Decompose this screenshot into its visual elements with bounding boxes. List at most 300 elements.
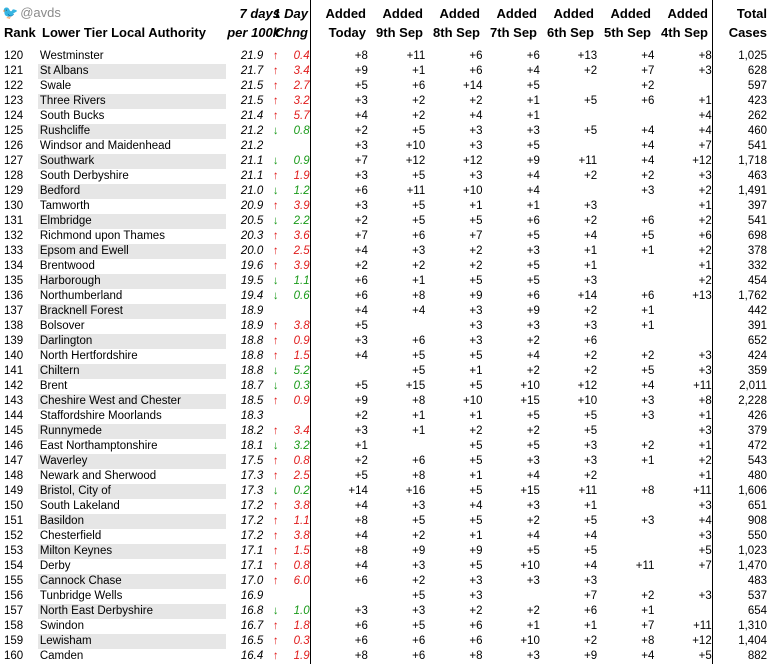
up-arrow-icon: ↑ [272,530,279,542]
authority-name-cell: Staffordshire Moorlands [39,410,162,422]
change-cell: 3.2 [293,440,310,452]
rate-cell: 17.3 [240,470,264,482]
header-added-5: 5th Sep [604,25,651,40]
added-4sep-cell: +1 [698,260,712,272]
added-4sep-cell: +2 [698,455,712,467]
added-9sep-cell: +6 [412,455,426,467]
change-arrow-icon [267,409,284,424]
added-9sep-cell: +5 [412,200,426,212]
added-6sep-cell: +11 [578,485,598,497]
change-cell: 0.8 [293,455,310,467]
added-4sep-cell [657,574,714,589]
added-5sep-cell: +1 [641,455,655,467]
rank-cell: 159 [4,635,24,647]
added-today-cell: +3 [354,425,368,437]
change-cell: 2.7 [293,80,310,92]
total-cases-cell: 654 [747,605,767,617]
table-row [0,199,771,214]
up-arrow-icon: ↑ [272,245,279,257]
total-cases-cell: 359 [747,365,767,377]
authority-name-cell: Northumberland [39,290,123,302]
added-9sep-cell: +6 [412,635,426,647]
authority-name-cell: Runnymede [38,424,226,439]
table-row [0,244,771,259]
added-5sep-cell [600,109,657,124]
header-total-top: Total [736,6,767,21]
rate-cell: 18.3 [240,410,264,422]
total-cases-cell: 1,310 [738,620,767,632]
change-arrow-icon [267,139,284,154]
table-row [0,409,771,424]
rate-cell: 17.0 [240,575,264,587]
up-arrow-icon: ↑ [272,230,279,242]
added-6sep-cell: +1 [584,260,598,272]
added-today-cell: +4 [354,500,368,512]
change-cell: 3.8 [293,320,310,332]
table-row [0,229,771,244]
added-8sep-cell: +2 [469,425,483,437]
change-cell: 6.0 [293,575,310,587]
rate-cell: 19.4 [240,290,264,302]
added-8sep-cell: +14 [463,80,483,92]
rank-cell: 134 [4,260,24,272]
up-arrow-icon: ↑ [272,335,279,347]
added-4sep-cell: +11 [693,485,712,497]
added-9sep-cell: +5 [412,215,426,227]
added-today-cell: +3 [354,200,368,212]
header-added-8: 8th Sep [433,25,480,40]
total-cases-cell: 541 [747,215,767,227]
added-5sep-cell: +5 [641,365,655,377]
authority-name-cell: Chesterfield [39,530,102,542]
rank-cell: 135 [4,275,24,287]
added-7sep-cell: +4 [526,530,540,542]
added-4sep-cell: +1 [698,410,712,422]
total-cases-cell: 628 [747,65,767,77]
added-6sep-cell: +4 [584,230,598,242]
up-arrow-icon: ↑ [272,455,279,467]
added-today-cell: +8 [354,545,368,557]
added-8sep-cell: +6 [469,50,483,62]
authority-name-cell: Three Rivers [38,94,226,109]
up-arrow-icon: ↑ [272,95,279,107]
added-5sep-cell [600,334,657,349]
table-row [0,529,771,544]
total-cases-cell: 480 [747,470,767,482]
change-cell: 0.3 [293,635,310,647]
rate-cell: 20.0 [240,245,264,257]
added-8sep-cell: +7 [469,230,483,242]
added-5sep-cell [600,469,657,484]
added-8sep-cell: +3 [469,140,483,152]
added-5sep-cell: +3 [641,515,655,527]
added-6sep-cell [543,79,600,94]
rank-cell: 126 [4,140,24,152]
added-6sep-cell: +1 [584,620,598,632]
added-4sep-cell: +3 [698,65,712,77]
added-today-cell: +1 [354,440,368,452]
rate-cell: 17.1 [240,560,264,572]
added-6sep-cell: +3 [584,200,598,212]
down-arrow-icon: ↓ [272,605,279,617]
change-cell [284,304,313,319]
rank-cell: 157 [4,605,24,617]
change-cell: 1.1 [293,275,310,287]
added-4sep-cell [657,604,714,619]
added-9sep-cell: +6 [412,230,426,242]
change-cell: 5.2 [293,365,310,377]
added-6sep-cell: +2 [584,365,598,377]
up-arrow-icon: ↑ [272,620,279,632]
added-today-cell: +5 [354,80,368,92]
added-7sep-cell: +6 [526,215,540,227]
added-9sep-cell: +5 [412,350,426,362]
added-8sep-cell: +3 [469,125,483,137]
added-8sep-cell: +5 [469,440,483,452]
added-today-cell: +6 [354,275,368,287]
rank-cell: 155 [4,575,24,587]
added-7sep-cell: +4 [526,470,540,482]
rank-cell: 148 [4,470,24,482]
added-4sep-cell: +3 [698,170,712,182]
change-cell: 0.8 [293,125,310,137]
table-row [0,289,771,304]
rate-cell: 18.8 [240,350,264,362]
change-cell: 3.9 [293,200,310,212]
header-rate-bottom: per 100k [227,25,280,40]
added-6sep-cell: +3 [584,455,598,467]
rank-cell: 127 [4,155,24,167]
added-6sep-cell: +2 [584,305,598,317]
rank-cell: 138 [4,320,24,332]
added-6sep-cell: +7 [584,590,598,602]
rate-cell: 20.5 [240,215,264,227]
added-8sep-cell: +6 [469,620,483,632]
change-cell: 0.9 [293,335,310,347]
added-8sep-cell: +5 [469,455,483,467]
rank-cell: 160 [4,650,24,662]
change-cell: 0.2 [293,485,310,497]
added-today-cell: +4 [354,110,368,122]
rank-cell: 139 [4,335,24,347]
total-cases-cell: 391 [747,320,767,332]
rank-cell: 140 [4,350,24,362]
authority-name-cell: Brent [39,380,68,392]
added-7sep-cell: +10 [520,560,540,572]
total-cases-cell: 597 [747,80,767,92]
authority-name-cell: Harborough [38,274,226,289]
added-9sep-cell: +6 [412,335,426,347]
table-row [0,154,771,169]
added-today-cell: +4 [354,530,368,542]
change-arrow-icon [267,589,284,604]
rate-cell: 18.9 [240,320,264,332]
added-4sep-cell: +3 [698,500,712,512]
change-cell [284,139,313,154]
added-today-cell: +4 [354,350,368,362]
total-cases-cell: 262 [747,110,767,122]
change-cell: 1.5 [293,350,310,362]
total-cases-cell: 397 [747,200,767,212]
authority-name-cell: Swale [39,80,72,92]
added-9sep-cell: +5 [412,590,426,602]
rank-cell: 146 [4,440,24,452]
added-today-cell: +14 [348,485,368,497]
added-8sep-cell: +1 [469,530,483,542]
total-cases-cell: 460 [747,125,767,137]
rank-cell: 130 [4,200,24,212]
rate-cell: 16.4 [240,650,264,662]
added-5sep-cell: +6 [641,95,655,107]
up-arrow-icon: ↑ [272,65,279,77]
added-9sep-cell: +9 [412,545,426,557]
added-5sep-cell [600,499,657,514]
added-7sep-cell: +5 [526,260,540,272]
added-today-cell: +8 [354,50,368,62]
rate-cell: 20.9 [240,200,264,212]
total-cases-cell: 378 [747,245,767,257]
total-cases-cell: 651 [747,500,767,512]
authority-name-cell: North Hertfordshire [39,350,138,362]
rate-cell: 21.0 [240,185,264,197]
total-cases-cell: 1,404 [738,635,767,647]
added-8sep-cell: +10 [463,185,483,197]
header-added-6: 6th Sep [547,25,594,40]
added-8sep-cell: +3 [469,575,483,587]
added-9sep-cell: +5 [412,620,426,632]
added-6sep-cell [543,184,600,199]
header-added-8-top: Added [439,6,480,21]
added-5sep-cell: +11 [635,560,655,572]
down-arrow-icon: ↓ [272,380,279,392]
rank-cell: 124 [4,110,24,122]
added-7sep-cell: +2 [526,605,540,617]
rate-cell: 21.4 [240,110,264,122]
added-6sep-cell: +3 [584,320,598,332]
total-cases-cell: 1,023 [738,545,767,557]
authority-name-cell: South Lakeland [39,500,120,512]
added-today-cell: +3 [354,605,368,617]
added-7sep-cell: +10 [520,635,540,647]
table-row [0,619,771,634]
change-cell: 3.9 [293,260,310,272]
added-9sep-cell: +8 [412,470,426,482]
authority-name-cell: Cannock Chase [38,574,226,589]
total-cases-cell: 652 [747,335,767,347]
added-4sep-cell [657,334,714,349]
down-arrow-icon: ↓ [272,275,279,287]
added-7sep-cell: +9 [526,155,540,167]
added-7sep-cell: +5 [526,275,540,287]
added-8sep-cell: +12 [463,155,483,167]
added-7sep-cell: +10 [520,380,540,392]
table-row [0,604,771,619]
added-5sep-cell: +2 [641,80,655,92]
added-today-cell: +2 [354,125,368,137]
table-row [0,574,771,589]
up-arrow-icon: ↑ [272,560,279,572]
rank-cell: 152 [4,530,24,542]
added-5sep-cell: +4 [641,380,655,392]
header-authority: Lower Tier Local Authority [42,25,206,40]
up-arrow-icon: ↑ [272,200,279,212]
change-cell: 3.6 [293,230,310,242]
added-today-cell: +2 [354,260,368,272]
added-today-cell: +6 [354,635,368,647]
table-row [0,544,771,559]
table-row [0,589,771,604]
rank-cell: 128 [4,170,24,182]
up-arrow-icon: ↑ [272,80,279,92]
added-8sep-cell: +1 [469,410,483,422]
added-9sep-cell: +3 [412,245,426,257]
added-7sep-cell: +15 [520,485,540,497]
added-4sep-cell: +13 [692,290,712,302]
authority-name-cell: Basildon [38,514,226,529]
total-cases-cell: 882 [747,650,767,662]
change-cell: 3.4 [293,65,310,77]
added-6sep-cell: +5 [584,95,598,107]
added-today-cell: +7 [354,155,368,167]
added-6sep-cell: +2 [584,470,598,482]
added-8sep-cell: +5 [469,215,483,227]
added-6sep-cell: +3 [584,440,598,452]
added-4sep-cell: +3 [698,350,712,362]
added-8sep-cell: +9 [469,545,483,557]
total-cases-cell: 1,718 [738,155,767,167]
rate-cell: 17.3 [240,485,264,497]
added-7sep-cell: +4 [526,170,540,182]
added-4sep-cell [657,79,714,94]
authority-name-cell: Swindon [39,620,84,632]
added-6sep-cell: +2 [584,65,598,77]
header-added-9-top: Added [382,6,423,21]
added-5sep-cell [600,259,657,274]
added-6sep-cell: +5 [584,410,598,422]
added-9sep-cell: +3 [412,560,426,572]
up-arrow-icon: ↑ [272,350,279,362]
twitter-bird-icon: 🐦 [2,5,19,20]
header-rank: Rank [4,25,36,40]
table-row [0,79,771,94]
authority-name-cell: Newark and Sherwood [39,470,157,482]
total-cases-cell: 908 [747,515,767,527]
added-8sep-cell: +2 [469,260,483,272]
rate-cell: 18.2 [240,425,264,437]
handle-text: @avds [20,5,61,20]
added-5sep-cell: +3 [641,410,655,422]
authority-name-cell: Cheshire West and Chester [38,394,226,409]
up-arrow-icon: ↑ [272,515,279,527]
added-4sep-cell [657,319,714,334]
added-8sep-cell: +3 [469,590,483,602]
authority-name-cell: Rushcliffe [38,124,226,139]
up-arrow-icon: ↑ [272,650,279,662]
change-cell: 2.5 [293,245,310,257]
rate-cell: 21.5 [240,95,264,107]
added-9sep-cell: +1 [412,425,426,437]
authority-name-cell: Camden [39,650,84,662]
table-row [0,169,771,184]
added-5sep-cell [600,424,657,439]
rank-cell: 142 [4,380,24,392]
added-8sep-cell: +2 [469,95,483,107]
change-cell: 1.9 [293,650,310,662]
added-9sep-cell: +11 [406,185,426,197]
added-4sep-cell: +2 [698,275,712,287]
authority-name-cell: South Bucks [39,110,105,122]
added-8sep-cell: +5 [469,380,483,392]
header-added-6-top: Added [553,6,594,21]
added-today-cell: +6 [354,185,368,197]
added-9sep-cell: +2 [412,95,426,107]
rank-cell: 132 [4,230,24,242]
down-arrow-icon: ↓ [272,485,279,497]
added-6sep-cell: +10 [577,395,598,407]
added-5sep-cell: +3 [641,185,655,197]
rate-cell: 17.2 [240,530,264,542]
added-today-cell: +5 [354,470,368,482]
authority-name-cell: Southwark [38,154,226,169]
added-5sep-cell: +6 [641,215,655,227]
table-row [0,499,771,514]
added-today-cell: +3 [354,95,368,107]
added-6sep-cell: +12 [577,380,598,392]
authority-name-cell: Waverley [38,454,226,469]
rank-cell: 121 [4,65,24,77]
total-cases-cell: 543 [747,455,767,467]
added-4sep-cell: +1 [698,470,712,482]
rate-cell: 18.9 [240,305,264,317]
change-cell: 1.5 [293,545,310,557]
change-cell: 3.4 [293,425,310,437]
added-9sep-cell: +2 [412,110,426,122]
added-4sep-cell: +5 [698,545,712,557]
added-7sep-cell: +2 [526,425,540,437]
added-8sep-cell: +4 [469,110,483,122]
rate-cell: 18.5 [240,395,264,407]
added-7sep-cell: +4 [526,350,540,362]
table-row [0,394,771,409]
rate-cell: 20.3 [240,230,264,242]
added-8sep-cell: +1 [469,470,483,482]
down-arrow-icon: ↓ [272,290,279,302]
header-added-4-top: Added [667,6,708,21]
authority-name-cell: Brentwood [39,260,95,272]
added-9sep-cell: +5 [412,365,426,377]
authority-name-cell: Bracknell Forest [38,304,226,319]
header-chg-top: 1 Day [273,6,308,21]
up-arrow-icon: ↑ [272,260,279,272]
added-4sep-cell: +2 [698,185,712,197]
authority-name-cell: St Albans [38,64,226,79]
added-5sep-cell [600,274,657,289]
added-7sep-cell: +4 [526,65,540,77]
added-7sep-cell: +1 [526,620,540,632]
added-7sep-cell: +5 [526,440,540,452]
added-today-cell: +5 [354,320,368,332]
down-arrow-icon: ↓ [272,440,279,452]
added-5sep-cell: +1 [641,245,655,257]
added-5sep-cell: +4 [641,50,655,62]
added-7sep-cell: +5 [526,545,540,557]
rate-cell: 21.5 [240,80,264,92]
rank-cell: 149 [4,485,24,497]
added-5sep-cell: +1 [641,320,655,332]
added-7sep-cell: +4 [526,185,540,197]
table-row [0,304,771,319]
change-cell: 0.9 [293,155,310,167]
